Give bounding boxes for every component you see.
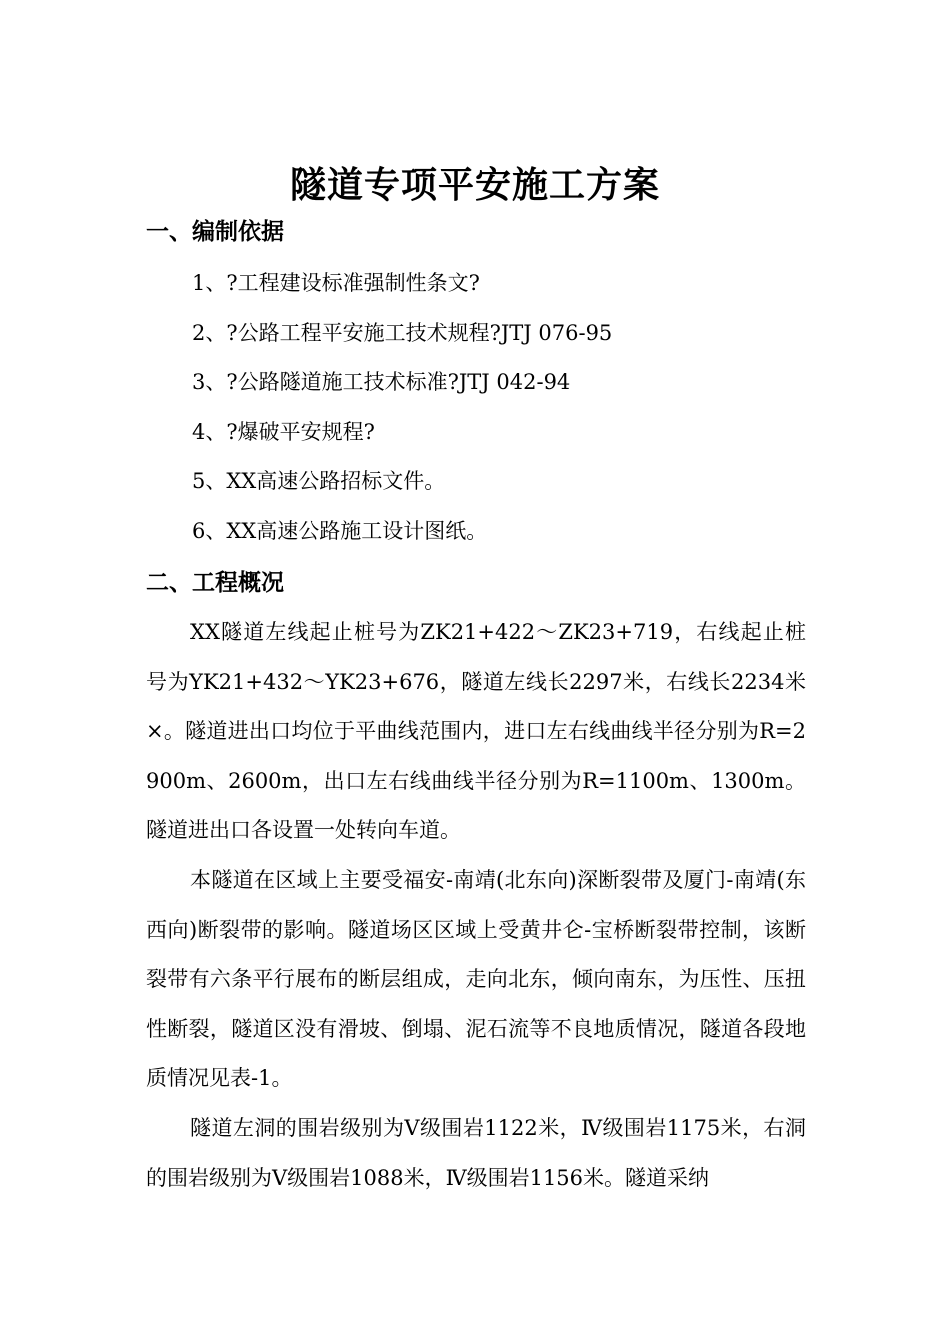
list-item: 3、?公路隧道施工技术标准?JTJ 042-94 (192, 370, 571, 394)
list-item: 1、?工程建设标准强制性条文? (192, 271, 480, 295)
paragraph-geology: 本隧道在区域上主要受福安-南靖(北东向)深断裂带及厦门-南靖(东西向)断裂带的影响。隧道场区区域上受黄井仑-宝桥断裂带控制，该断裂带有六条平行展布的断层组成，走向北东，倾向南东，为压性、压扭性断裂，隧道区没有滑坡、倒塌、泥石流等不良地质情况，隧道各段地质情况见表-1。 (146, 868, 806, 1091)
list-item: 6、XX高速公路施工设计图纸。 (192, 519, 488, 543)
section-heading-overview: 二、工程概况 (146, 570, 284, 596)
list-item: 5、XX高速公路招标文件。 (192, 469, 446, 493)
list-item: 2、?公路工程平安施工技术规程?JTJ 076-95 (192, 321, 613, 345)
document-title: 隧道专项平安施工方案 (289, 164, 660, 206)
list-item: 4、?爆破平安规程? (192, 420, 375, 444)
paragraph-rock-grade: 隧道左洞的围岩级别为Ⅴ级围岩1122米，Ⅳ级围岩1175米，右洞的围岩级别为Ⅴ级围岩1088米，Ⅳ级围岩1156米。隧道采纳 (146, 1116, 806, 1190)
section-heading-basis: 一、编制依据 (146, 219, 284, 245)
paragraph-overview: XX隧道左线起止桩号为ZK21+422～ZK23+719，右线起止桩号为YK21+432～YK23+676，隧道左线长2297米，右线长2234米×。隧道进出口均位于平曲线范围内，进口左右线曲线半径分别为R=2900m、2600m，出口左右线曲线半径分别为R=1100m、1300m。隧道进出口各设置一处转向车道。 (146, 620, 806, 843)
